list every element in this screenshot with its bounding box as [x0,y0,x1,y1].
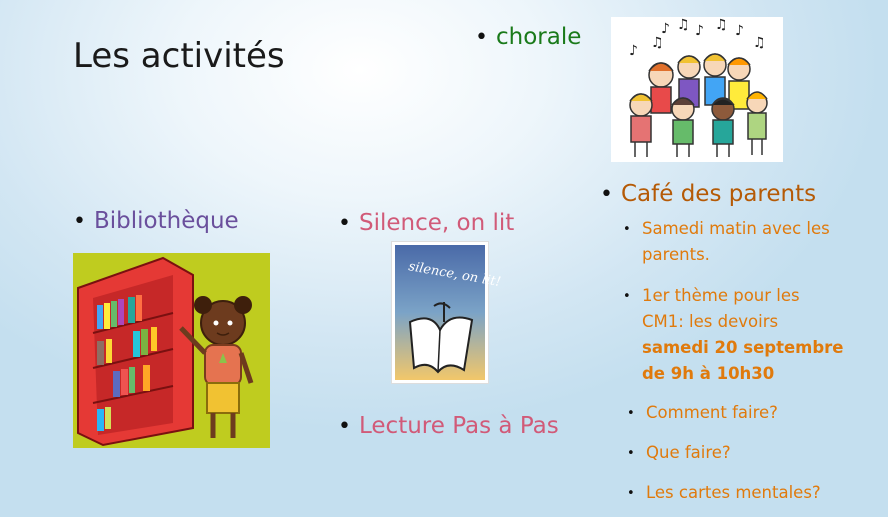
cafe-item-4-text: Que faire? [646,443,731,462]
cafe-item-2-time: de 9h à 10h30 [642,364,775,383]
activity-lecture-label: Lecture Pas à Pas [358,413,559,439]
activity-cafe [600,181,816,207]
bullet-dot-icon: • [475,25,488,50]
bullet-dot-icon: • [73,209,86,234]
activity-silence-label: Silence, on lit [358,210,515,236]
bullet-dot-icon: • [338,414,351,439]
activity-bibliotheque [73,208,239,234]
activity-lecture [338,413,559,439]
bullet-dot-icon: • [338,211,351,236]
slide-title: Les activités [73,36,285,76]
svg-text:♪: ♪ [629,43,638,59]
cafe-item-2 [623,283,872,387]
cafe-item-5-text: Les cartes mentales? [646,483,821,502]
activity-cafe-label: Café des parents [620,181,817,207]
cafe-item-4 [627,440,866,466]
bullet-dot-icon: • [623,289,631,304]
activity-silence [338,210,514,236]
cafe-item-2-line2: CM1: les devoirs [642,312,779,331]
svg-text:♫: ♫ [753,35,766,51]
cafe-item-2-date: samedi 20 septembre [642,338,844,357]
svg-text:♫: ♫ [677,17,690,33]
activity-bibliotheque-label: Bibliothèque [93,208,239,234]
cafe-item-1-text: Samedi matin avec les parents. [642,219,830,264]
silence-book-text: silence, on lit! [407,259,502,291]
activity-chorale-label: chorale [495,24,582,50]
cafe-item-1 [623,216,872,268]
bullet-dot-icon: • [627,406,635,421]
bullet-dot-icon: • [600,182,613,207]
cafe-item-2-line1: 1er thème pour les [642,286,800,305]
bookshelf-girl-illustration-icon [73,253,270,448]
silence-reading-illustration-icon [391,241,502,384]
bullet-dot-icon: • [623,222,631,237]
cafe-item-3-text: Comment faire? [646,403,778,422]
svg-text:♪: ♪ [695,23,704,39]
activity-chorale [475,24,581,50]
cafe-item-3 [627,400,866,426]
bullet-dot-icon: • [627,446,635,461]
svg-text:♪: ♪ [735,23,744,39]
svg-text:♪: ♪ [661,21,670,37]
svg-text:♫: ♫ [651,35,664,51]
svg-text:♫: ♫ [715,17,728,33]
bullet-dot-icon: • [627,486,635,501]
cafe-item-5 [627,480,866,506]
choir-children-illustration-icon [611,17,783,162]
